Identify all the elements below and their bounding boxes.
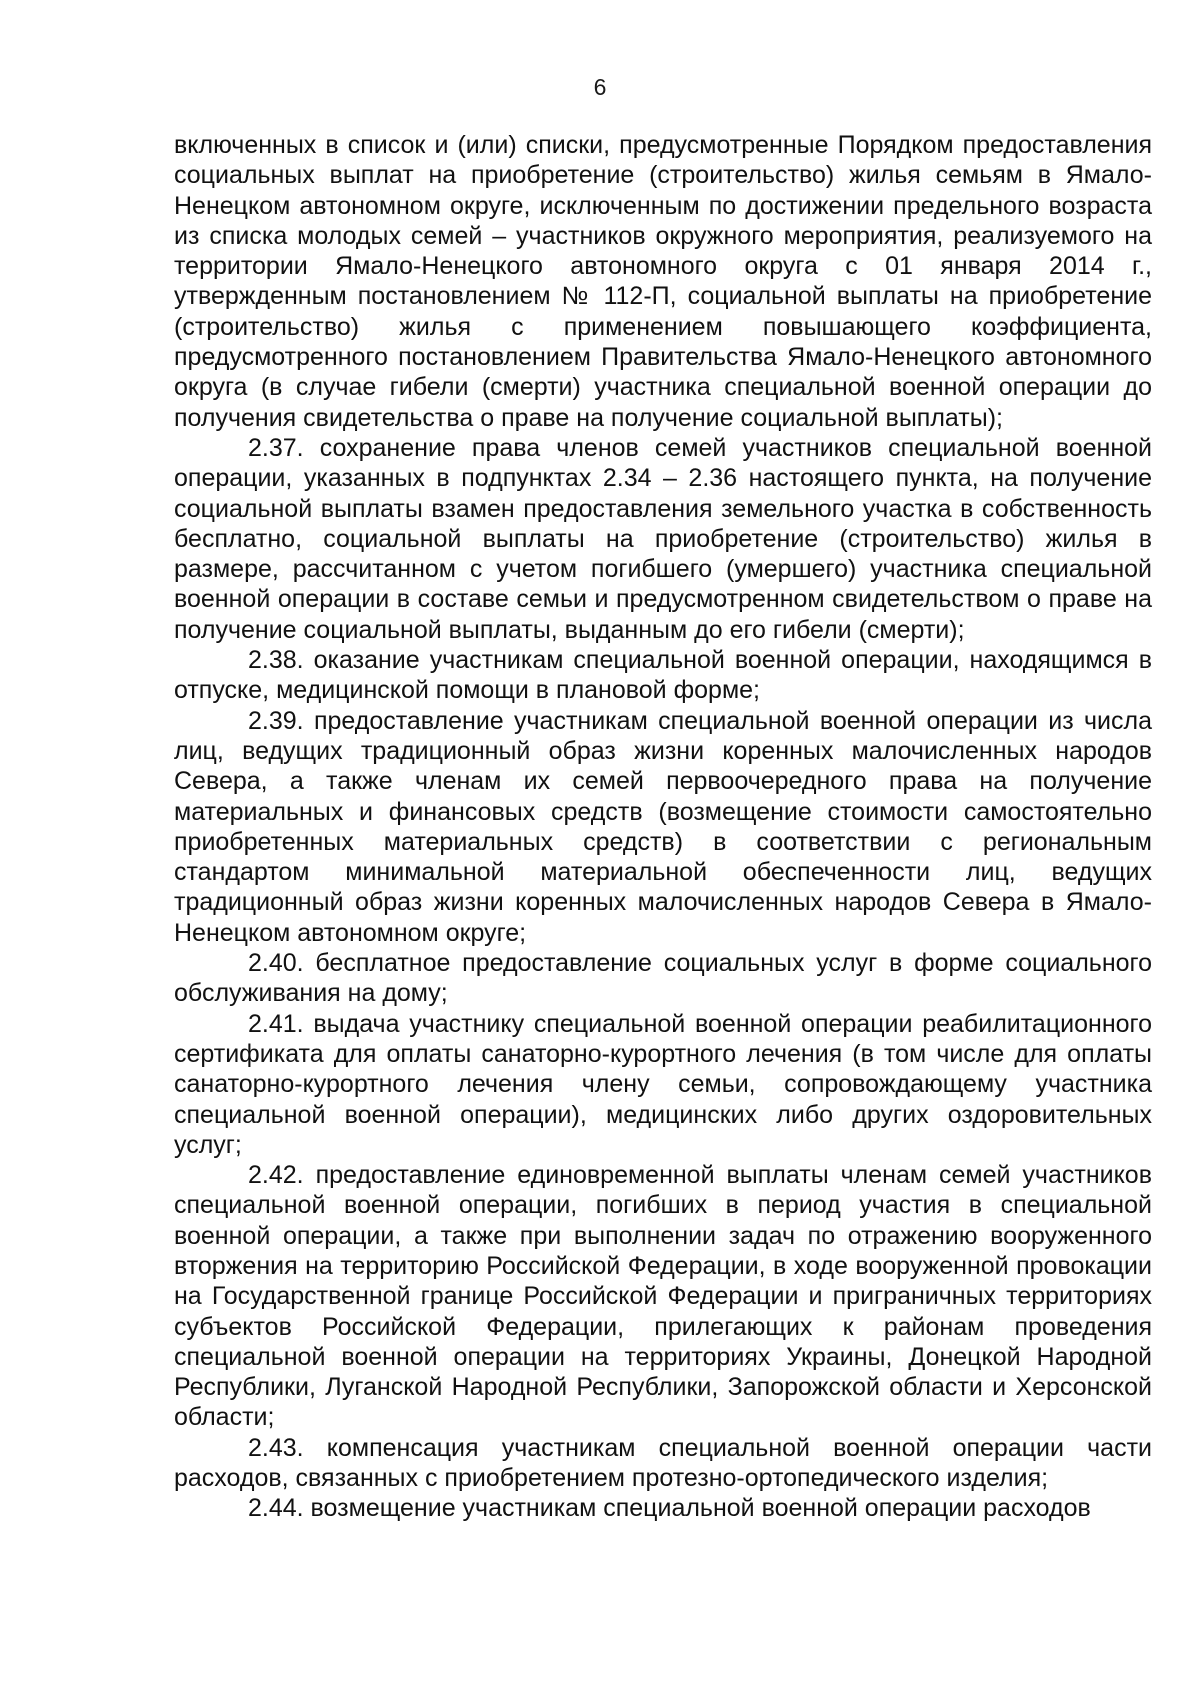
page-number: 6 bbox=[593, 74, 607, 100]
paragraph-2-44: 2.44. возмещение участникам специальной военной операции расходов bbox=[248, 1494, 1091, 1523]
paragraph-2-37: 2.37. сохранение права членов семей участников специальной военной операции, указанных в подпунктах 2.34 – 2.36 настоящего пункта, на получение социальной выплаты взамен предоставления земельного участка в собственность бесплатно, социальной выплаты на приобретение (строительство) жилья в размере, рассчитанном с учетом погибшего (умершего) участника специальной военной операции в составе семьи и предусмотренном свидетельством о праве на получение социальной выплаты, выданным до его гибели (смерти); bbox=[174, 433, 1152, 644]
paragraph-2-42: 2.42. предоставление единовременной выплаты членам семей участников специальной военной операции, погибших в период участия в специальной военной операции, а также при выполнении задач по отражению вооруженного вторжения на территорию Российской Федерации, в ходе вооруженной провокации на Государственной границе Российской Федерации и приграничных территориях субъектов Российской Федерации, прилегающих к районам проведения специальной военной операции на территориях Украины, Донецкой Народной Республики, Луганской Народной Республики, Запорожской области и Херсонской области; bbox=[174, 1161, 1152, 1432]
paragraph-2-38: 2.38. оказание участникам специальной военной операции, находящимся в отпуске, медицинской помощи в плановой форме; bbox=[174, 646, 1152, 705]
paragraph-2-40: 2.40. бесплатное предоставление социальных услуг в форме социального обслуживания на дому; bbox=[174, 949, 1152, 1008]
paragraph-2-41: 2.41. выдача участнику специальной военной операции реабилитационного сертификата для оплаты санаторно-курортного лечения (в том числе для оплаты санаторно-курортного лечения члену семьи, сопровождающему участника специальной военной операции), медицинских либо других оздоровительных услуг; bbox=[174, 1009, 1152, 1159]
paragraph-continuation: включенных в список и (или) списки, предусмотренные Порядком предоставления социальных выплат на приобретение (строительство) жилья семьям в Ямало-Ненецком автономном округе, исключенным по достижении предельного возраста из списка молодых семей – участников окружного мероприятия, реализуемого на территории Ямало-Ненецкого автономного округа с 01 января 2014 г., утвержденным постановлением № 112-П, социальной выплаты на приобретение (строительство) жилья с применением повышающего коэффициента, предусмотренного постановлением Правительства Ямало-Ненецкого автономного округа (в случае гибели (смерти) участника специальной военной операции до получения свидетельства о праве на получение социальной выплаты); bbox=[174, 131, 1152, 432]
paragraph-2-39: 2.39. предоставление участникам специальной военной операции из числа лиц, ведущих традиционный образ жизни коренных малочисленных народов Севера, а также членам их семей первоочередного права на получение материальных и финансовых средств (возмещение стоимости самостоятельно приобретенных материальных средств) в соответствии с региональным стандартом минимальной материальной обеспеченности лиц, ведущих традиционный образ жизни коренных малочисленных народов Севера в Ямало-Ненецком автономном округе; bbox=[174, 706, 1152, 947]
document-body bbox=[174, 130, 1152, 1524]
paragraph-2-43: 2.43. компенсация участникам специальной военной операции части расходов, связанных с приобретением протезно-ортопедического изделия; bbox=[174, 1433, 1152, 1493]
